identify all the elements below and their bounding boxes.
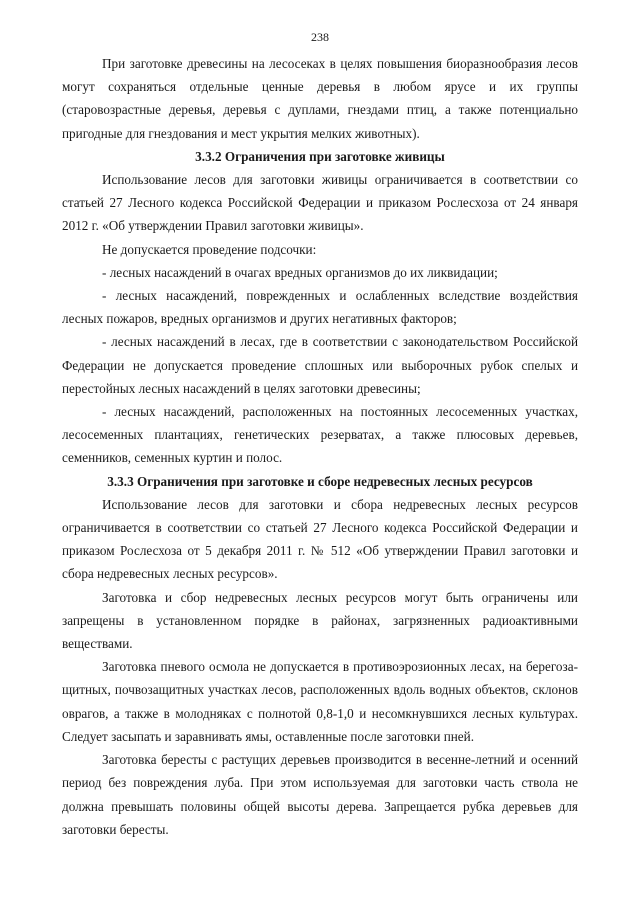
page-content — [62, 52, 578, 841]
paragraph-birch-bark: Заготовка бересты с растущих деревьев производится в весенне-летний и осенний период без повреждения луба. При этом используемая для заготовки часть ствола не должна превышать половины общей высоты дерева. Запрещается рубка деревьев для заготовки бересты. — [62, 752, 578, 837]
paragraph-resin-law: Использование лесов для заготовки живицы ограничивается в соответствии со статьей 27 Лесного кодекса Российской Федерации и приказом Рослесхоза от 24 января 2012 г. «Об утверждении Правил заготовки живицы». — [62, 172, 578, 234]
paragraph-tapping-prohibited: Не допускается проведение подсочки: — [102, 241, 317, 257]
list-item-seed-plots: - лесных насаждений, расположенных на постоянных лесосеменных участках, лесосеменных плантациях, генетических резерватах, а также плюсовых деревьев, семенников, семенных куртин и полос. — [62, 404, 578, 466]
paragraph-radioactive-areas: Заготовка и сбор недревесных лесных ресурсов могут быть ограничены или запрещены в установленном порядке в районах, загрязненных радиоактивными веществами. — [62, 589, 578, 652]
list-item-no-clearcut-forests: - лесных насаждений в лесах, где в соответствии с законодательством Российской Федерации не допускается проведение сплошных или выборочных рубок спелых и перестойных лесных насаждений в целях заготовки древесины; — [62, 334, 578, 396]
section-heading-3-3-2: 3.3.2 Ограничения при заготовке живицы — [195, 148, 445, 164]
list-item-pest-foci: - лесных насаждений в очагах вредных организмов до их ликвидации; — [102, 264, 498, 280]
page-number: 238 — [311, 30, 329, 44]
paragraph-stump-resin: Заготовка пневого осмола не допускается в противоэрозионных лесах, на берегозащитных, почвозащитных участках лесов, расположенных вдоль водных объектов, склонов оврагов, а также в молодняках с полнотой 0,8-1,0 и несомкнувшихся лесных культурах. Следует засыпать и заравнивать ямы, оставленные после заготовки пней. — [62, 659, 578, 744]
section-heading-3-3-3: 3.3.3 Ограничения при заготовке и сборе недревесных лесных ресурсов — [107, 473, 533, 489]
paragraph-non-timber-law: Использование лесов для заготовки и сбора недревесных лесных ресурсов ограничивается в соответствии со статьей 27 Лесного кодекса Российской Федерации и приказом Рослесхоза от 5 декабря 2011 г. № 512 «Об утверждении Правил заготовки и сбора недревесных лесных ресурсов». — [62, 496, 578, 582]
paragraph-biodiversity-trees: При заготовке древесины на лесосеках в целях повышения биоразнообразия лесов могут сохраняться отдельные ценные деревья в любом ярусе и их группы (старовозрастные деревья, деревья с дуплами, гнездами птиц, а также потенциально пригодные для гнездования и мест укрытия мелких животных). — [62, 56, 578, 141]
list-item-damaged-stands: - лесных насаждений, поврежденных и ослабленных вследствие воздействия лесных пожаров, вредных организмов и других негативных факторов; — [62, 288, 578, 327]
